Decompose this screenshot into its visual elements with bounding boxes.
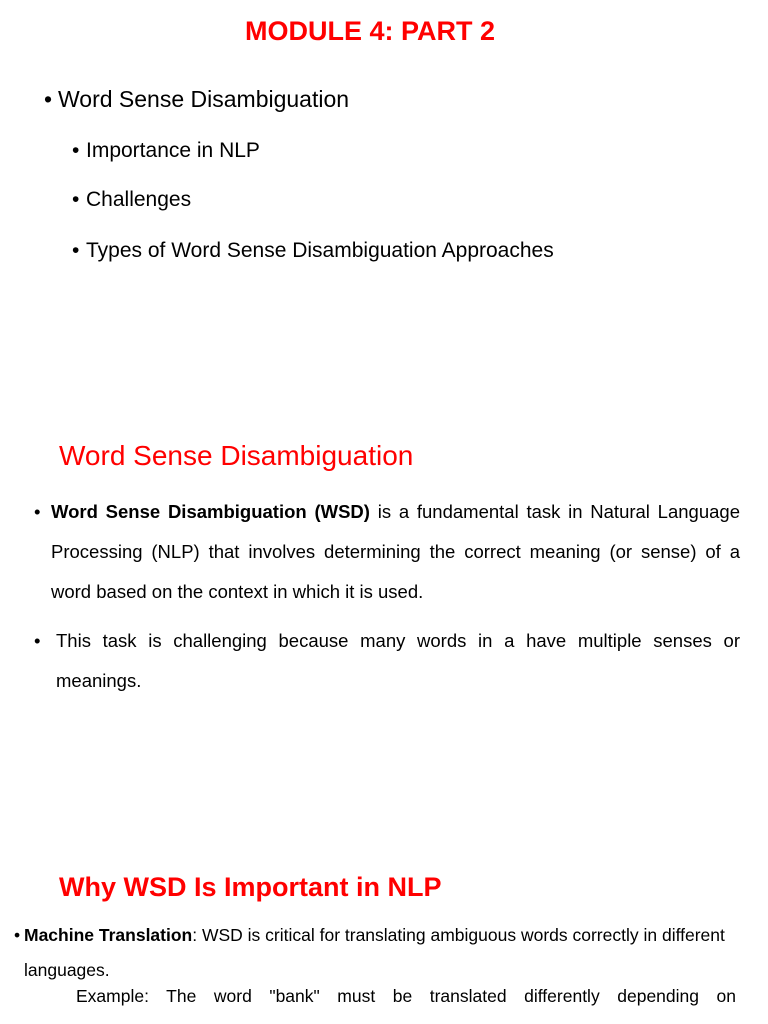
section-heading-importance: Why WSD Is Important in NLP [59,872,442,902]
outline-sub-label: Challenges [86,188,192,211]
outline-main-label: Word Sense Disambiguation [58,86,350,112]
wsd-challenge-paragraph [34,621,740,701]
outline-sub-item [72,139,260,163]
wsd-definition-text: is a fundamental task in Natural Language Processing (NLP) that involves determining the correct meaning (or sense) of a word based on the context in which it is used. [51,501,740,602]
bullet-icon: • [34,501,41,522]
machine-translation-term: Machine Translation [24,925,193,945]
outline-sub-label: Importance in NLP [86,139,260,162]
example-line: Example: The word "bank" must be translated differently depending on [76,986,736,1006]
outline-sub-item [72,239,554,263]
bullet-icon: • [44,86,53,112]
outline-sub-item [72,188,191,212]
outline-sub-label: Types of Word Sense Disambiguation Approaches [86,239,554,262]
bullet-icon: • [72,188,80,211]
page-title: MODULE 4: PART 2 [244,16,495,46]
bullet-icon: • [14,925,21,945]
bullet-icon: • [72,239,80,262]
machine-translation-paragraph [14,918,734,988]
bullet-icon: • [72,139,80,162]
wsd-term: Word Sense Disambiguation (WSD) [51,501,370,522]
bullet-icon: • [34,630,41,651]
section-heading-wsd: Word Sense Disambiguation [59,440,414,471]
wsd-definition-paragraph [34,492,740,612]
outline-main-item [44,86,349,113]
machine-translation-text: : WSD is critical for translating ambiguous words correctly in different languages. [24,925,725,980]
wsd-challenge-text: This task is challenging because many words in a have multiple senses or meanings. [56,630,740,691]
